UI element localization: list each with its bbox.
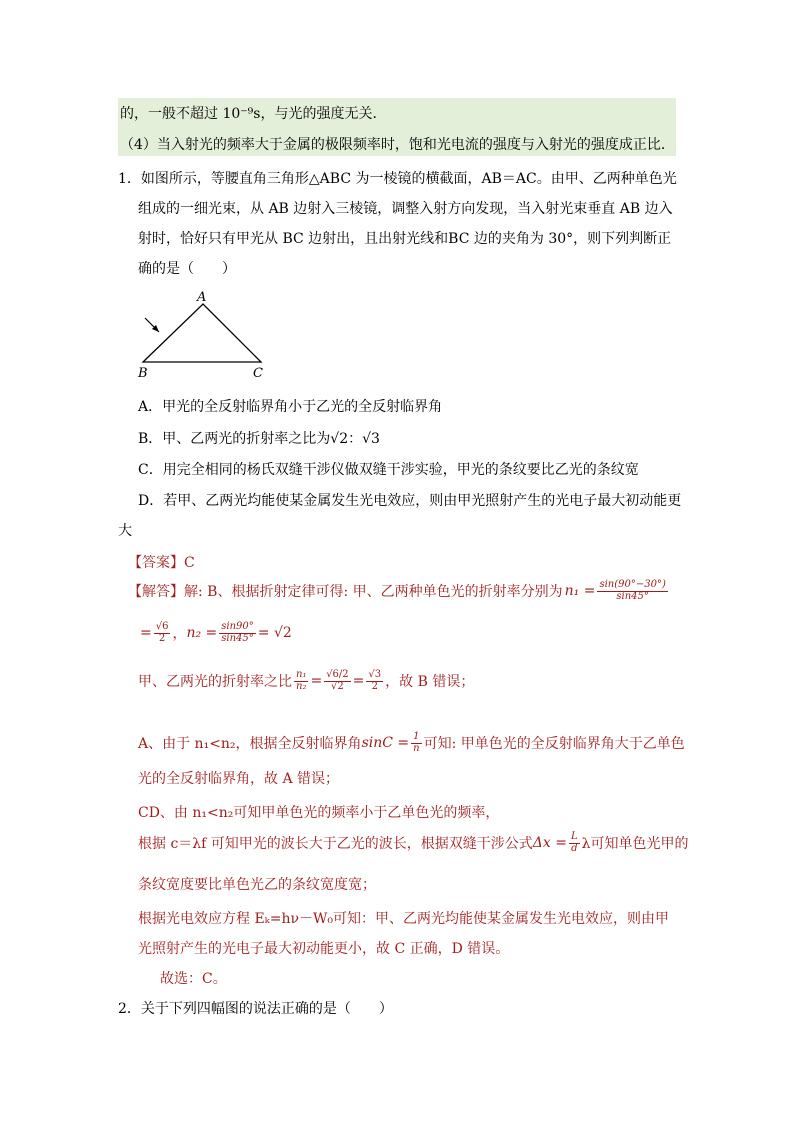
sqrt6-over-2-fraction [154,622,171,644]
comma: ， [172,626,187,642]
wavelength-tail: λ可知单色光甲的 [581,836,689,852]
n2-result: = √2 [257,625,292,641]
q1-option-d-line-1: D．若甲、乙两光均能使某金属发生光电效应，则由甲光照射产生的光电子最大初动能更 [138,493,682,509]
ratio-fraction [294,670,308,692]
triangle-prism-figure [135,288,275,383]
solution-line-7 [138,832,689,854]
n2-fraction-num: sin90° [221,621,254,632]
n2-fraction-den: sin45° [221,632,254,644]
ratio-num: n₁ [296,669,307,680]
ratio-eq-2: = [352,673,365,689]
q1-answer: 【答案】C [128,555,195,571]
solution-line-8: 条纹宽度要比单色光乙的条纹宽度宽； [138,877,376,893]
solution-line-6: CD、由 n₁<n₂可知甲单色光的频率小于乙单色光的频率， [138,805,500,821]
intro-line-2: （4）当入射光的频率大于金属的极限频率时，饱和光电流的强度与入射光的强度成正比． [120,137,675,153]
q1-option-b: B．甲、乙两光的折射率之比为√2：√3 [138,431,380,447]
solution-line-4 [138,732,685,754]
q1-stem-line-3: 射时，恰好只有甲光从 BC 边射出，且出射光线和BC 边的夹角为 30°，则下列判断正 [138,231,672,247]
sqrt6-den: 2 [158,632,166,644]
n1-fraction [597,580,667,602]
critical-angle-tail: 可知: 甲单色光的全反射临界角大于乙单色 [423,736,685,752]
triangle-abc [143,304,261,362]
ratio-text: 甲、乙两光的折射率之比 [138,674,292,690]
l-over-d-num: L [570,831,578,842]
eq-sign: = [140,625,152,641]
solution-line-11: 故选：C。 [160,971,227,987]
n1-fraction-num: sin(90°−30°) [599,579,666,590]
solution-line-3 [138,670,474,692]
incident-ray-arrow [145,318,159,332]
n2-symbol: n₂ = [186,625,218,641]
ratio-value-fraction [324,670,350,692]
solution-line-5: 光的全反射临界角，故 A 错误； [138,771,340,787]
ratio-result-den: 2 [371,680,378,692]
n2-fraction [219,622,256,644]
delta-x-formula: Δx = [532,835,567,851]
n1-symbol: n₁ = [564,583,596,599]
l-over-d-fraction [569,832,580,854]
ratio-eq-1: = [310,673,323,689]
solution-line-10: 光照射产生的光电子最大初动能更小，故 C 正确，D 错误。 [138,941,510,957]
ratio-value-den: √2 [331,680,344,692]
vertex-label-c: C [253,366,263,381]
q2-stem: 2．关于下列四幅图的说法正确的是（ ） [118,1001,393,1017]
ratio-den: n₂ [296,680,307,692]
q1-stem-line-4: 确的是（ ） [138,261,236,277]
critical-angle-text: A、由于 n₁<n₂，根据全反射临界角 [138,736,362,752]
sqrt6-num: √6 [155,621,169,632]
ratio-tail: ，故 B 错误； [385,674,475,690]
n1-fraction-den: sin45° [616,590,649,602]
one-over-n-fraction [411,732,421,754]
solution-line-9: 根据光电效应方程 Eₖ=hν－W₀可知：甲、乙两光均能使某金属发生光电效应，则由甲 [138,911,670,927]
one-over-n-den: n [413,742,420,754]
solution-line-1-text: 【解答】解: B、根据折射定律可得: 甲、乙两种单色光的折射率分别为 [128,584,563,600]
solution-line-2 [140,622,292,644]
ratio-result-num: √3 [368,669,382,680]
q1-option-d-line-2: 大 [118,523,132,539]
l-over-d-den: d [571,842,578,854]
q1-option-a: A．甲光的全反射临界角小于乙光的全反射临界角 [138,399,443,415]
wavelength-text: 根据 c＝λf 可知甲光的波长大于乙光的波长，根据双缝干涉公式 [138,836,533,852]
ratio-result-fraction [366,670,383,692]
one-over-n-num: 1 [413,731,420,742]
solution-line-1 [128,580,670,602]
intro-line-1: 的，一般不超过 10⁻⁹s，与光的强度无关． [120,106,387,122]
vertex-label-a: A [197,290,207,305]
vertex-label-b: B [138,366,148,381]
sinC-formula: sinC = [361,735,410,751]
ratio-value-num: √6/2 [326,669,349,680]
q1-stem-line-2: 组成的一细光束，从 AB 边射入三棱镜，调整入射方向发现，当入射光束垂直 AB 边入 [138,201,673,217]
q1-stem-line-1: 1．如图所示，等腰直角三角形△ABC 为一棱镜的横截面，AB＝AC。由甲、乙两种单色光 [118,171,677,187]
q1-option-c: C．用完全相同的杨氏双缝干涉仪做双缝干涉实验，甲光的条纹要比乙光的条纹宽 [138,462,639,478]
